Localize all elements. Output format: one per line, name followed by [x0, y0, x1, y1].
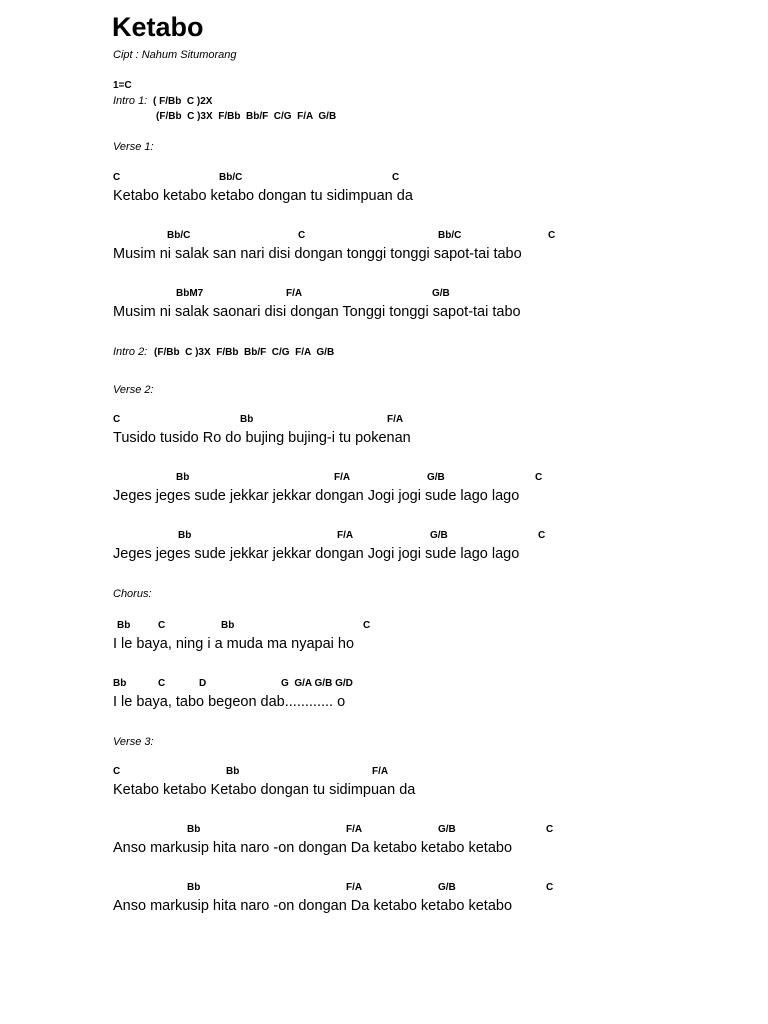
intro2-label: Intro 2: — [113, 346, 148, 358]
verse3-label: Verse 3: — [113, 736, 154, 748]
chord: D — [199, 678, 207, 689]
composer-credit: Cipt : Nahum Situmorang — [113, 49, 237, 61]
intro1-label: Intro 1: — [113, 95, 148, 107]
chord: BbM7 — [176, 288, 204, 299]
chord: C — [546, 824, 554, 835]
chord: F/A — [372, 766, 389, 777]
chord: C — [363, 620, 371, 631]
chord: C — [113, 766, 121, 777]
lyric-line: Anso markusip hita naro -on dongan Da ketabo ketabo ketabo — [113, 840, 513, 856]
chord: Bb — [176, 472, 190, 483]
chord: G/B — [438, 882, 456, 893]
lyric-line: I le baya, ning i a muda ma nyapai ho — [113, 636, 355, 652]
lyric-line: Musim ni salak saonari disi dongan Tonggi tonggi sapot-tai tabo — [113, 304, 521, 320]
verse2-label: Verse 2: — [113, 384, 154, 396]
song-key: 1=C — [113, 80, 132, 91]
chord: Bb — [113, 678, 127, 689]
chord: C — [392, 172, 400, 183]
lyric-line: Jeges jeges sude jekkar jekkar dongan Jogi jogi sude lago lago — [113, 488, 520, 504]
chorus-label: Chorus: — [113, 588, 152, 600]
lyric-line: Musim ni salak san nari disi dongan tonggi tonggi sapot-tai tabo — [113, 246, 522, 262]
intro1-progression-line2: (F/Bb C )3X F/Bb Bb/F C/G F/A G/B — [156, 111, 337, 122]
chord: C — [298, 230, 306, 241]
chord: C — [546, 882, 554, 893]
chord: F/A — [346, 882, 363, 893]
chord: Bb — [187, 882, 201, 893]
chord: F/A — [337, 530, 354, 541]
lyric-line: Tusido tusido Ro do bujing bujing-i tu pokenan — [113, 430, 411, 446]
chord: Bb/C — [219, 172, 243, 183]
chord: Bb — [178, 530, 192, 541]
chord: C — [113, 172, 121, 183]
chord: Bb/C — [167, 230, 191, 241]
lyric-line: I le baya, tabo begeon dab............ o — [113, 694, 346, 710]
chord: C — [158, 620, 166, 631]
chord: F/A — [387, 414, 404, 425]
chord: C — [158, 678, 166, 689]
chord: Bb — [187, 824, 201, 835]
lyric-line: Jeges jeges sude jekkar jekkar dongan Jogi jogi sude lago lago — [113, 546, 520, 562]
chord: G/B — [438, 824, 456, 835]
song-title: Ketabo — [112, 12, 204, 42]
lyric-line: Ketabo ketabo Ketabo dongan tu sidimpuan da — [113, 782, 416, 798]
chord: F/A — [346, 824, 363, 835]
chord: C — [538, 530, 546, 541]
intro1-progression-line1: ( F/Bb C )2X — [153, 96, 213, 107]
chord: C — [548, 230, 556, 241]
chord: G/B — [432, 288, 450, 299]
chord: Bb — [240, 414, 254, 425]
lyric-line: Anso markusip hita naro -on dongan Da ketabo ketabo ketabo — [113, 898, 513, 914]
chord: Bb — [221, 620, 235, 631]
chord: F/A — [334, 472, 351, 483]
intro2-progression: (F/Bb C )3X F/Bb Bb/F C/G F/A G/B — [154, 347, 335, 358]
chord: F/A — [286, 288, 303, 299]
chord: Bb — [117, 620, 131, 631]
chord: Bb/C — [438, 230, 462, 241]
chord: C — [113, 414, 121, 425]
chord: C — [535, 472, 543, 483]
chord: G/B — [430, 530, 448, 541]
chord: Bb — [226, 766, 240, 777]
chord: G G/A G/B G/D — [281, 678, 353, 689]
verse1-label: Verse 1: — [113, 141, 154, 153]
lyric-line: Ketabo ketabo ketabo dongan tu sidimpuan da — [113, 188, 413, 204]
chord: G/B — [427, 472, 445, 483]
